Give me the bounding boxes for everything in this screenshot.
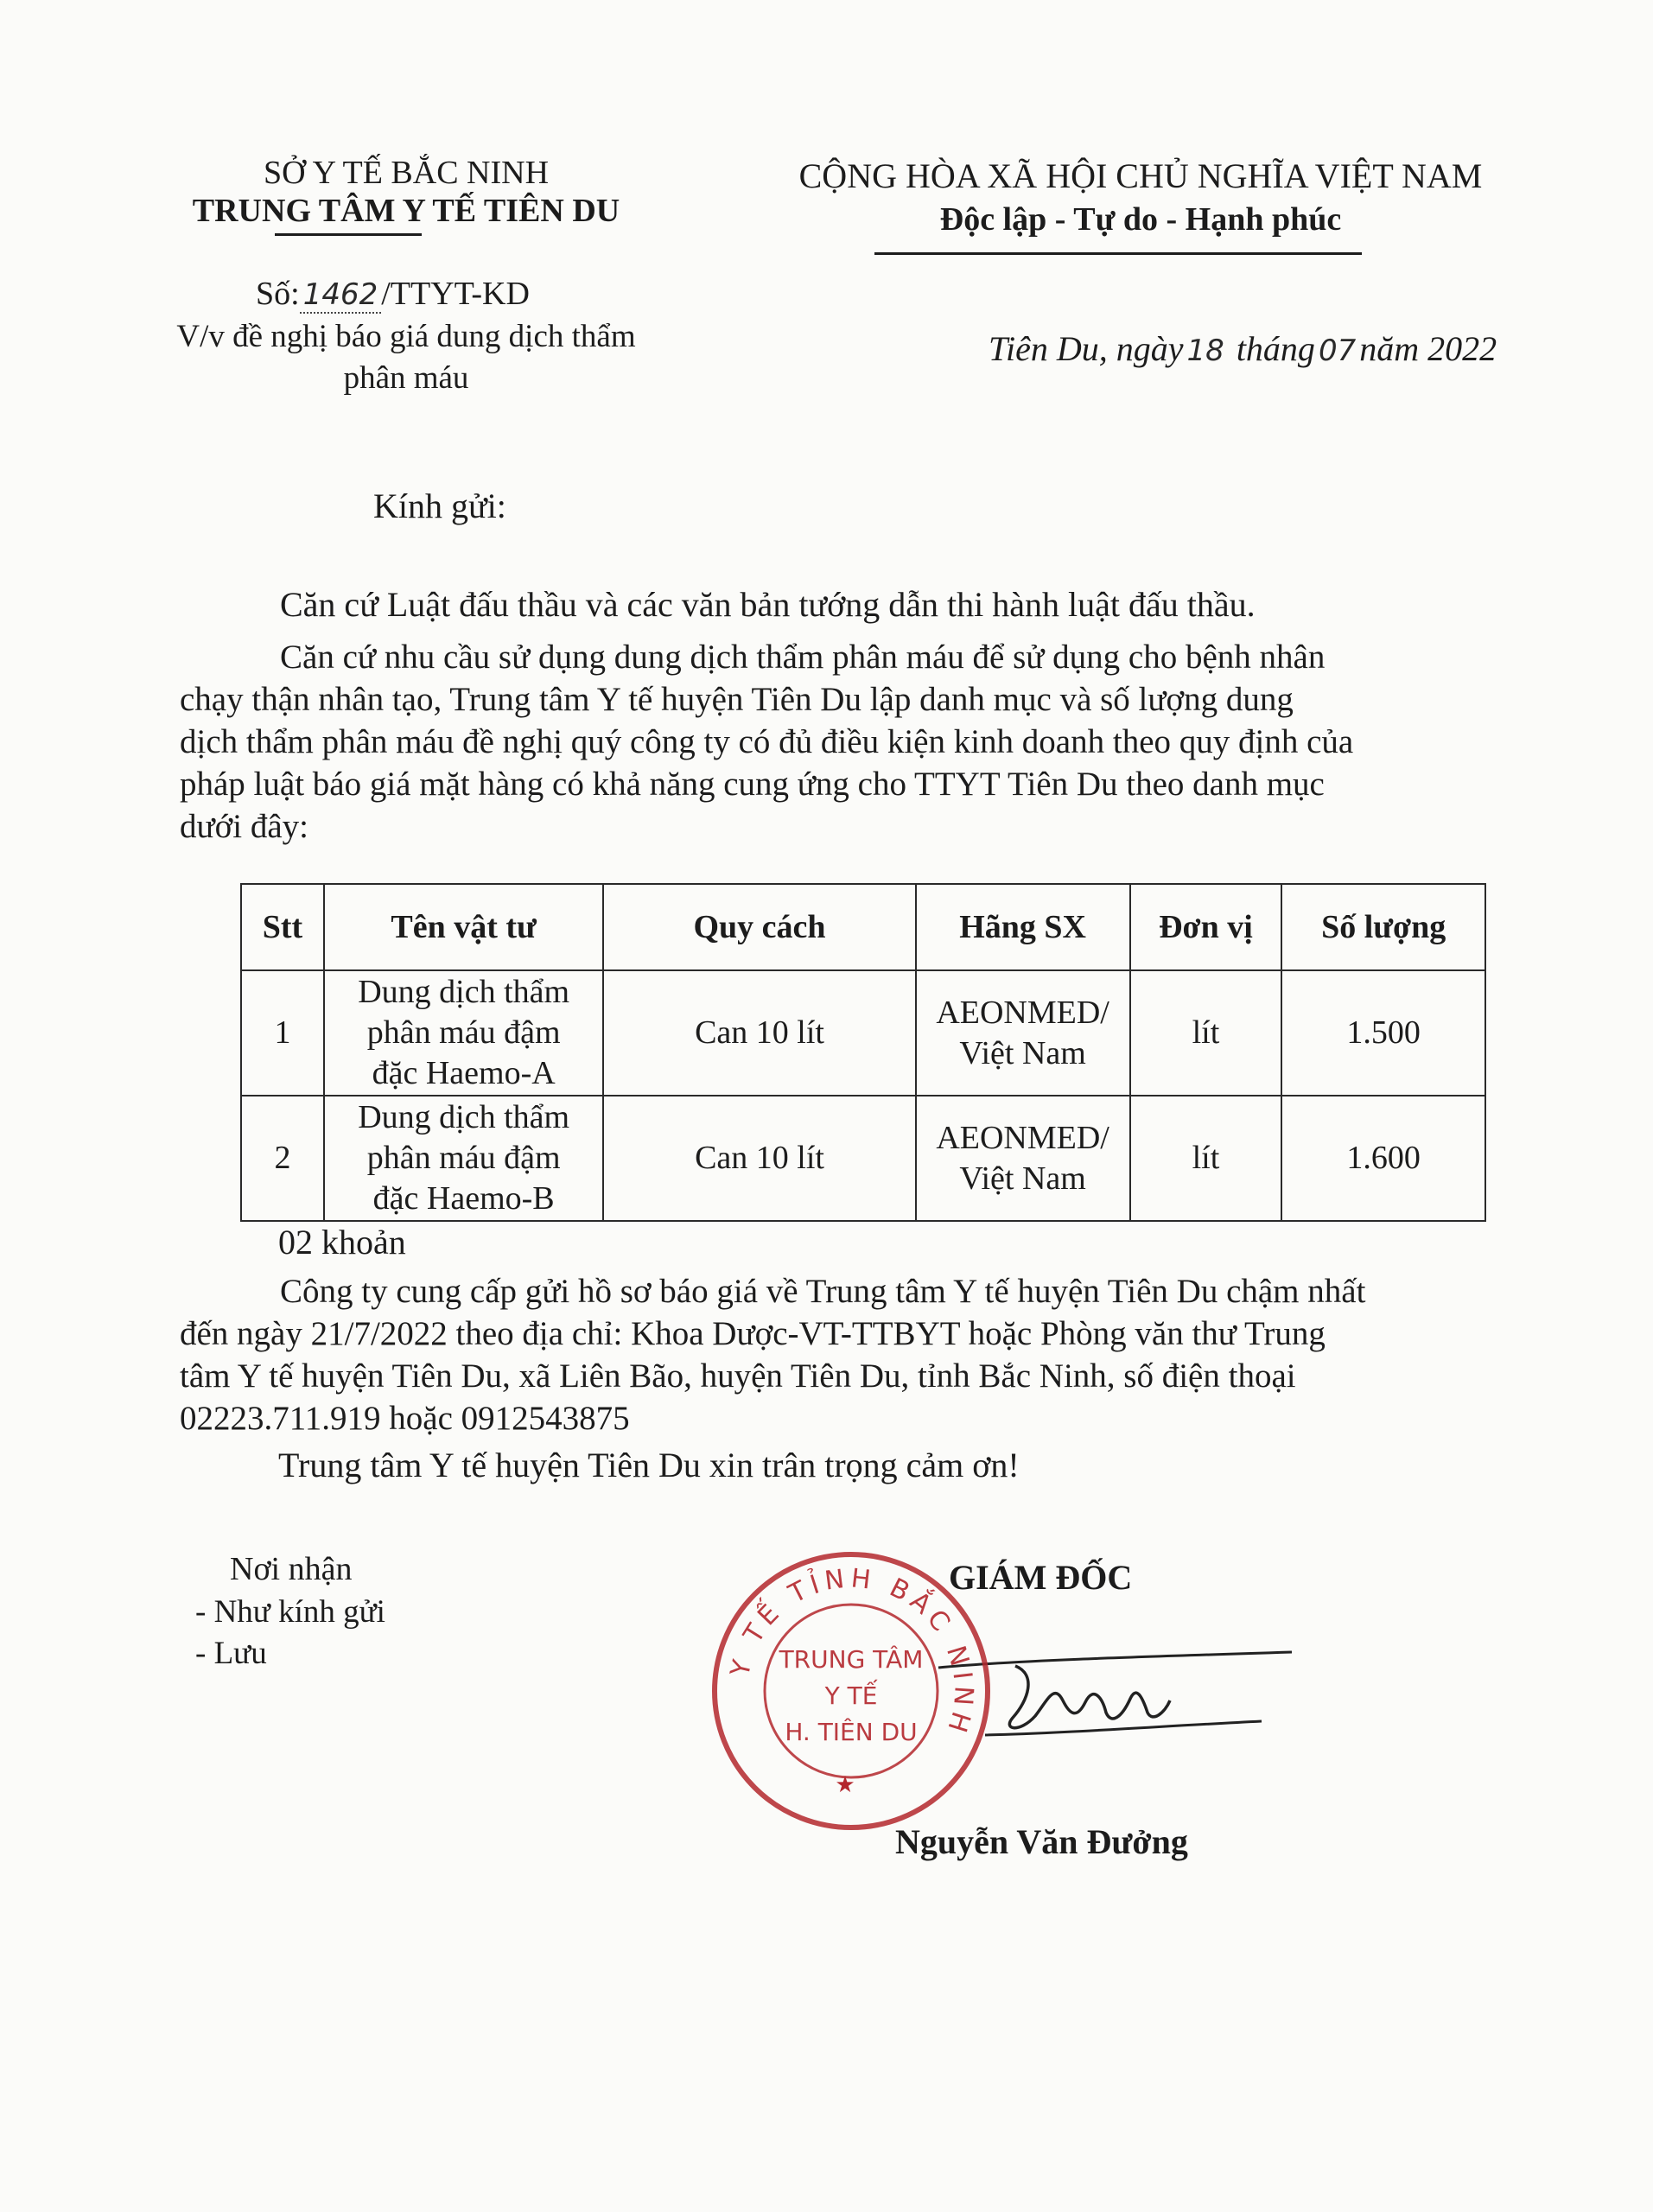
- cell-item-name: [324, 1096, 604, 1221]
- greeting: Kính gửi:: [373, 486, 506, 525]
- table-row: [241, 970, 1485, 1096]
- item-name-line: đặc Haemo-A: [372, 1055, 556, 1091]
- body-paragraph-2-line: dưới đây:: [180, 808, 308, 845]
- date-place: Tiên Du, ngày: [989, 329, 1184, 368]
- cell-maker: [916, 1096, 1130, 1221]
- document-number: [256, 275, 530, 313]
- body-paragraph-2-line: pháp luật báo giá mặt hàng có khả năng cung ứng cho TTYT Tiên Du theo danh mục: [180, 766, 1325, 803]
- table-header-row: [241, 884, 1485, 970]
- date-line: [989, 328, 1497, 369]
- items-table: [240, 883, 1486, 1222]
- stamp-ring-text: Y TẾ TỈNH BẮC NINH: [725, 1563, 979, 1741]
- cell-maker: [916, 970, 1130, 1096]
- recipient-item: - Lưu: [195, 1636, 267, 1671]
- thanks-line: Trung tâm Y tế huyện Tiên Du xin trân trọng cảm ơn!: [278, 1446, 1020, 1484]
- subject-line-1: V/v đề nghị báo giá dung dịch thẩm: [176, 319, 636, 354]
- deadline-paragraph-line: đến ngày 21/7/2022 theo địa chỉ: Khoa Dược-VT-TTBYT hoặc Phòng văn thư Trung: [180, 1315, 1326, 1352]
- date-year: năm 2022: [1359, 329, 1497, 368]
- cell-spec: Can 10 lít: [603, 970, 915, 1096]
- stamp-line-1: TRUNG TÂM: [779, 1645, 924, 1674]
- body-paragraph-2: [180, 636, 1493, 848]
- doc-number-prefix: Số:: [256, 276, 300, 312]
- date-day-handwritten: 18: [1186, 334, 1224, 368]
- col-header-stt: Stt: [241, 884, 324, 970]
- doc-number-suffix: /TTYT-KD: [381, 276, 530, 312]
- cell-unit: lít: [1130, 970, 1282, 1096]
- header-left-rule: [275, 233, 422, 236]
- body-paragraph-2-line: dịch thẩm phân máu đề nghị quý công ty có đủ điều kiện kinh doanh theo quy định của: [180, 723, 1354, 760]
- signer-name: Nguyễn Văn Đưởng: [895, 1822, 1188, 1861]
- date-month-handwritten: 07: [1318, 334, 1357, 368]
- maker-line: Việt Nam: [959, 1160, 1086, 1197]
- body-paragraph-1: Căn cứ Luật đấu thầu và các văn bản tướng dẫn thi hành luật đấu thầu.: [280, 585, 1256, 624]
- deadline-paragraph-line: tâm Y tế huyện Tiên Du, xã Liên Bão, huyện Tiên Du, tỉnh Bắc Ninh, số điện thoại: [180, 1357, 1296, 1395]
- official-stamp: [709, 1548, 994, 1834]
- stamp-line-3: H. TIÊN DU: [785, 1718, 918, 1746]
- body-paragraph-2-line: chạy thận nhân tạo, Trung tâm Y tế huyện Tiên Du lập danh mục và số lượng dung: [180, 681, 1294, 718]
- cell-quantity: 1.500: [1281, 970, 1485, 1096]
- cell-stt: 2: [241, 1096, 324, 1221]
- item-name-line: đặc Haemo-B: [372, 1180, 555, 1217]
- stamp-line-2: Y TẾ: [824, 1681, 878, 1710]
- cell-quantity: 1.600: [1281, 1096, 1485, 1221]
- maker-line: Việt Nam: [959, 1034, 1086, 1071]
- nation-motto: Độc lập - Tự do - Hạnh phúc: [939, 201, 1342, 238]
- col-header-unit: Đơn vị: [1130, 884, 1282, 970]
- item-name-line: phân máu đậm: [366, 1140, 561, 1176]
- maker-line: AEONMED/: [936, 1119, 1109, 1156]
- deadline-paragraph-line: Công ty cung cấp gửi hồ sơ báo giá về Trung tâm Y tế huyện Tiên Du chậm nhất: [280, 1273, 1366, 1310]
- cell-unit: lít: [1130, 1096, 1282, 1221]
- deadline-paragraph: [180, 1270, 1493, 1440]
- deadline-paragraph-line: 02223.711.919 hoặc 0912543875: [180, 1400, 630, 1437]
- recipients-title: Nơi nhận: [230, 1551, 353, 1587]
- col-header-maker: Hãng SX: [916, 884, 1130, 970]
- item-name-line: Dung dịch thẩm: [358, 974, 570, 1010]
- cell-stt: 1: [241, 970, 324, 1096]
- department-name: SỞ Y TẾ BẮC NINH: [263, 155, 550, 191]
- item-name-line: phân máu đậm: [366, 1014, 561, 1051]
- cell-item-name: [324, 970, 604, 1096]
- motto-rule: [874, 252, 1362, 255]
- nation-title: CỘNG HÒA XÃ HỘI CHỦ NGHĨA VIỆT NAM: [798, 156, 1483, 195]
- center-name: TRUNG TÂM Y TẾ TIÊN DU: [192, 193, 620, 229]
- stamp-star-icon: ★: [835, 1772, 855, 1798]
- table-row: [241, 1096, 1485, 1221]
- subject-line-2: phân máu: [343, 360, 469, 396]
- body-paragraph-2-line: Căn cứ nhu cầu sử dụng dung dịch thẩm phân máu để sử dụng cho bệnh nhân: [280, 639, 1326, 676]
- recipient-item: - Như kính gửi: [195, 1594, 385, 1630]
- item-name-line: Dung dịch thẩm: [358, 1099, 570, 1135]
- date-month-label: tháng: [1236, 329, 1315, 368]
- cell-spec: Can 10 lít: [603, 1096, 915, 1221]
- maker-line: AEONMED/: [936, 994, 1109, 1031]
- col-header-quantity: Số lượng: [1281, 884, 1485, 970]
- signer-position: GIÁM ĐỐC: [949, 1558, 1133, 1597]
- col-header-spec: Quy cách: [603, 884, 915, 970]
- doc-number-handwritten: 1462: [300, 277, 382, 314]
- col-header-item-name: Tên vật tư: [324, 884, 604, 970]
- item-count: 02 khoản: [278, 1223, 406, 1262]
